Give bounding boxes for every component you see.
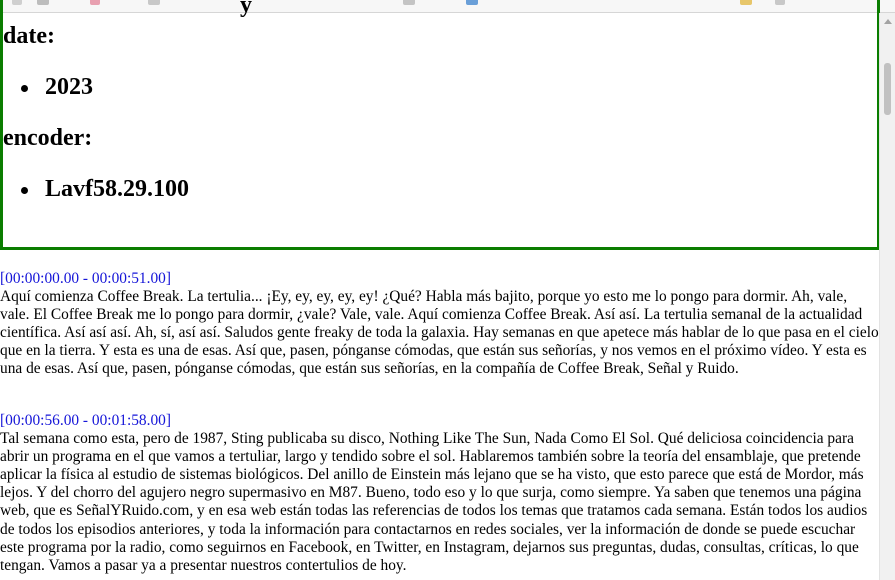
metadata-label-date: date:	[3, 23, 55, 49]
metadata-label-encoder: encoder:	[3, 125, 93, 151]
vertical-scrollbar[interactable]	[879, 13, 895, 580]
scroll-up-arrow-icon[interactable]	[884, 19, 892, 24]
segment-text: Aquí comienza Coffee Break. La tertulia... ¡Ey, ey, ey, ey, ey! ¿Qué? Habla más bajito, porque yo esto me lo pongo para dormir. Ah, vale, vale. El Coffee Break me lo pongo para dormir, ¿vale? Vale, vale. Aquí comienza Coffee Break. Así así. La tertulia semanal de la actualidad científica. Así así así. Ah, sí, así así. Saludos gente freaky de toda la galaxia. Hay semanas en que apetece más hablar de lo que pasa en el cielo que en la tierra. Y esta es una de esas. Así que, pasen, pónganse cómodas, que están sus señorías, y nos vemos en el próximo vídeo. Y esta es una de esas. Así que, pasen, pónganse cómodas, que están sus señorías, en la compañía de Coffee Break, Señal y Ruido.	[0, 288, 879, 378]
segment-timestamp: [00:00:56.00 - 00:01:58.00]	[0, 412, 171, 429]
transcript-segment	[0, 412, 880, 575]
metadata-box	[0, 0, 880, 250]
metadata-value-encoder: Lavf58.29.100	[45, 176, 189, 202]
metadata-value-date: 2023	[45, 74, 93, 100]
segment-timestamp: [00:00:00.00 - 00:00:51.00]	[0, 270, 171, 287]
transcript-segment	[0, 270, 880, 379]
truncated-metadata-line: y	[240, 0, 252, 18]
scrollbar-thumb[interactable]	[884, 63, 891, 115]
segment-text: Tal semana como esta, pero de 1987, Sting publicaba su disco, Nothing Like The Sun, Nada Como El Sol. Qué deliciosa coincidencia para abrir un programa en el que vamos a tertuliar, largo y tendido sobre el sol. Hablaremos también sobre la teoría del ensamblaje, que pretende aplicar la física al estudio de sistemas biológicos. Del anillo de Einstein más lejano que se ha visto, que esto parece que está de Mordor, más lejos. Y del chorro del agujero negro supermasivo en M87. Bueno, todo eso y lo que surja, como siempre. Ya saben que tenemos una página web, que es SeñalYRuido.com, y en esa web están todas las referencias de todos los temas que tratamos cada semana. Están todos los audios de todos los episodios anteriores, y toda la información para contactarnos en redes sociales, ver la información de donde se puede escuchar este programa por la radio, como seguirnos en Facebook, en Twitter, en Instagram, dejarnos sus preguntas, dudas, consultas, críticas, lo que tengan. Vamos a pasar ya a presentar nuestros contertulios de hoy.	[0, 430, 868, 574]
